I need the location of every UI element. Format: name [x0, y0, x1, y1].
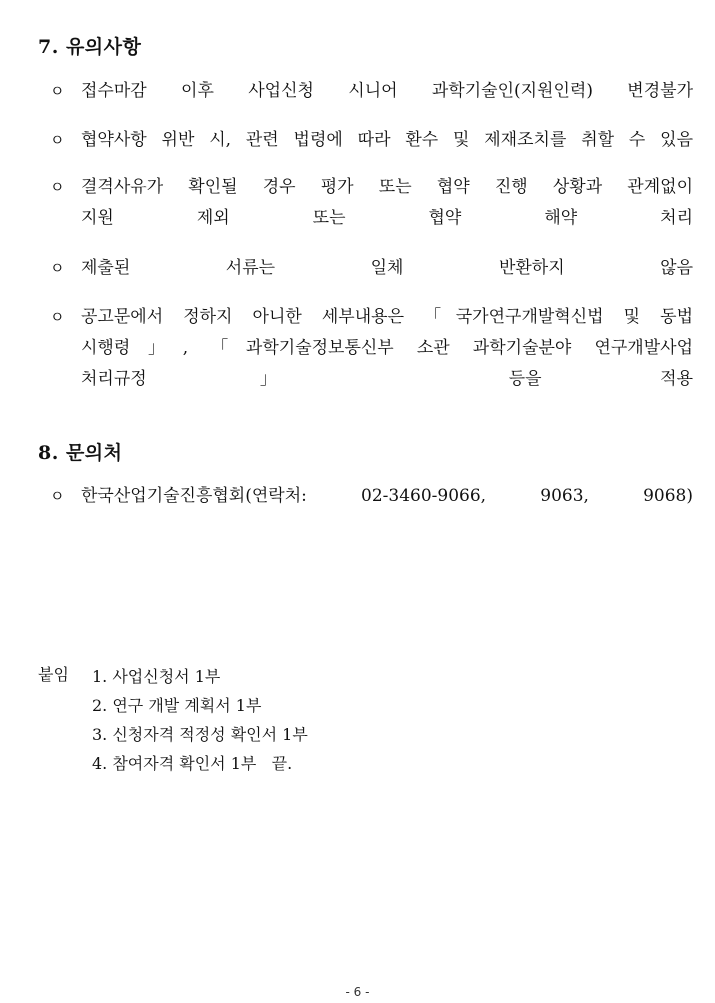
- attachment-item: 4. 참여자격 확인서 1부 끝.: [92, 754, 293, 773]
- notice-item-text: 공고문에서 정하지 아니한 세부내용은 「국가연구개발혁신법 및 동법: [81, 307, 693, 327]
- notice-item-text-continued: 시행령」, 「과학기술정보통신부 소관 과학기술분야 연구개발사업: [81, 338, 693, 358]
- attachments-label: 붙임: [38, 665, 69, 684]
- bullet-circle-icon: ㅇ: [50, 487, 65, 505]
- bullet-circle-icon: ㅇ: [50, 308, 65, 326]
- notice-item-4: [50, 253, 693, 284]
- notice-item-1: [50, 76, 693, 107]
- notice-item-text: 제출된 서류는 일체 반환하지 않음: [81, 258, 693, 278]
- notice-item-text: 결격사유가 확인될 경우 평가 또는 협약 진행 상황과 관계없이: [81, 177, 693, 197]
- page-number: - 6 -: [345, 985, 370, 999]
- notice-item-text-continued: 지원 제외 또는 협약 해약 처리: [81, 208, 693, 228]
- attachment-item: 2. 연구 개발 계획서 1부: [92, 696, 262, 715]
- bullet-circle-icon: ㅇ: [50, 178, 65, 196]
- section-7-title: 7. 유의사항: [38, 36, 142, 58]
- notice-item-3: [50, 172, 693, 234]
- attachment-item: 1. 사업신청서 1부: [92, 667, 221, 686]
- section-8-title: 8. 문의처: [38, 442, 123, 464]
- notice-item-5: [50, 302, 693, 395]
- notice-item-text: 협약사항 위반 시, 관련 법령에 따라 환수 및 제재조치를 취할 수 있음: [81, 130, 693, 150]
- contact-item: [50, 481, 693, 512]
- attachments-list: [92, 662, 308, 778]
- bullet-circle-icon: ㅇ: [50, 259, 65, 277]
- attachment-item: 3. 신청자격 적정성 확인서 1부: [92, 725, 308, 744]
- contact-text: 한국산업기술진흥협회(연락처: 02-3460-9066, 9063, 9068): [81, 486, 693, 506]
- notice-item-2: [50, 125, 693, 156]
- bullet-circle-icon: ㅇ: [50, 82, 65, 100]
- notice-item-text-continued: 처리규정」 등을 적용: [81, 369, 693, 389]
- bullet-circle-icon: ㅇ: [50, 131, 65, 149]
- notice-item-text: 접수마감 이후 사업신청 시니어 과학기술인(지원인력) 변경불가: [81, 81, 693, 101]
